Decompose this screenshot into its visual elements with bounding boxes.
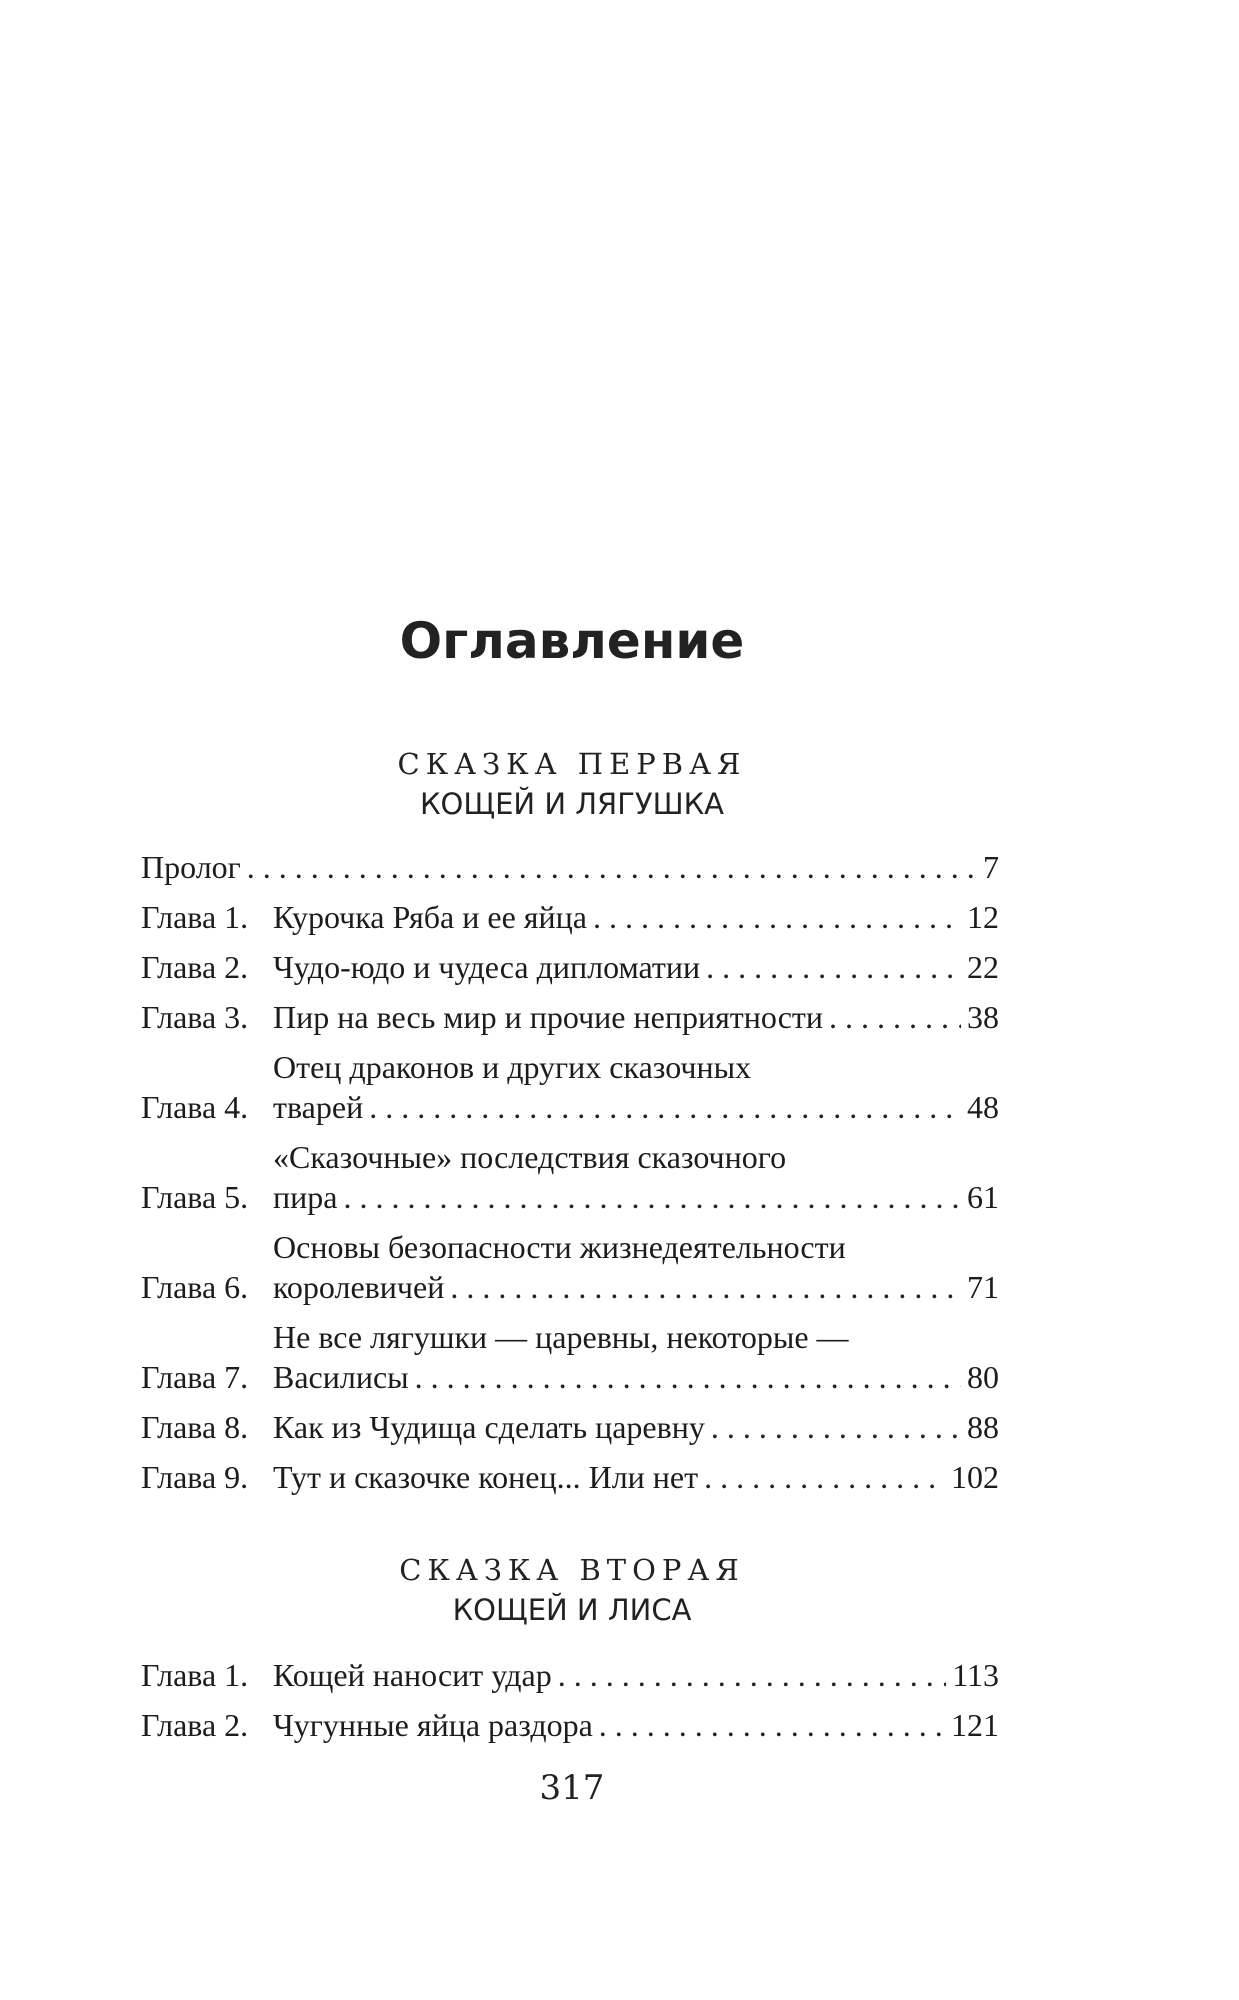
chapter-title-last-line [273, 1457, 999, 1497]
toc-entry[interactable] [141, 947, 999, 987]
chapter-title [273, 1655, 999, 1695]
toc-list-part-2 [141, 1655, 999, 1755]
toc-entry[interactable] [141, 1655, 999, 1695]
chapter-title-last-line [273, 1655, 999, 1695]
chapter-number: Глава 8. [141, 1409, 249, 1445]
chapter-title-line: Пролог [141, 849, 241, 885]
dot-leader [711, 1407, 961, 1447]
part-name: КОЩЕЙ И ЛЯГУШКА [419, 787, 725, 821]
chapter-title-line: Василисы [273, 1359, 409, 1395]
toc-page-number: 102 [951, 1459, 999, 1495]
toc-entry[interactable] [141, 1407, 999, 1447]
toc-page-number: 80 [967, 1359, 999, 1395]
chapter-title-line: Чудо-юдо и чудеса дипломатии [273, 949, 701, 985]
chapter-title-line: Пир на весь мир и прочие неприятности [273, 999, 824, 1035]
dot-leader [369, 1087, 961, 1127]
chapter-number: Глава 2. [141, 1707, 249, 1743]
toc-entry[interactable] [141, 997, 999, 1037]
chapter-number: Глава 9. [141, 1459, 249, 1495]
toc-list-part-1 [141, 847, 999, 1507]
toc-page-number: 12 [967, 899, 999, 935]
toc-page-number: 121 [951, 1707, 999, 1743]
chapter-title-line: Отец драконов и других сказочных [273, 1049, 752, 1085]
chapter-number: Глава 5. [141, 1179, 249, 1215]
chapter-title-last-line [273, 1357, 999, 1397]
chapter-number: Глава 6. [141, 1269, 249, 1305]
chapter-title-line: Основы безопасности жизнедеятельности [273, 1229, 846, 1265]
chapter-title-line: Чугунные яйца раздора [273, 1707, 593, 1743]
chapter-title-line: Кощей наносит удар [273, 1657, 552, 1693]
toc-entry[interactable] [141, 847, 999, 887]
dot-leader [415, 1357, 961, 1397]
chapter-title [273, 947, 999, 987]
chapter-title-last-line [273, 897, 999, 937]
chapter-number: Глава 3. [141, 999, 249, 1035]
chapter-title [273, 1407, 999, 1447]
chapter-title-last-line [273, 1177, 999, 1217]
part-name: КОЩЕЙ И ЛИСА [452, 1593, 692, 1627]
dot-leader [247, 847, 977, 887]
toc-entry[interactable] [141, 1457, 999, 1497]
chapter-title-last-line [141, 847, 999, 887]
toc-page-number: 113 [952, 1657, 999, 1693]
chapter-title [273, 1705, 999, 1745]
chapter-title-line: Тут и сказочке конец... Или нет [273, 1459, 699, 1495]
chapter-title-last-line [273, 997, 999, 1037]
part-kicker: СКАЗКА ПЕРВАЯ [397, 747, 747, 781]
chapter-title-last-line [273, 947, 999, 987]
chapter-number: Глава 4. [141, 1089, 249, 1125]
part-heading-1 [0, 744, 1144, 824]
chapter-number: Глава 1. [141, 899, 249, 935]
dot-leader [704, 1457, 945, 1497]
toc-entry[interactable] [141, 1317, 999, 1397]
chapter-number: Глава 2. [141, 949, 249, 985]
dot-leader [829, 997, 961, 1037]
toc-entry[interactable] [141, 897, 999, 937]
chapter-number: Глава 7. [141, 1359, 249, 1395]
chapter-title-line: тварей [273, 1089, 364, 1125]
chapter-title [141, 847, 999, 887]
dot-leader [593, 897, 961, 937]
chapter-title [273, 1457, 999, 1497]
chapter-title [273, 1047, 999, 1127]
chapter-number: Глава 1. [141, 1657, 249, 1693]
chapter-title-line: Курочка Ряба и ее яйца [273, 899, 587, 935]
chapter-title-line: Как из Чудища сделать царевну [273, 1409, 705, 1445]
chapter-title-last-line [273, 1267, 999, 1307]
part-heading-2 [0, 1550, 1144, 1630]
toc-page-number: 88 [967, 1409, 999, 1445]
toc-page-number: 7 [983, 849, 999, 885]
toc-page-number: 48 [967, 1089, 999, 1125]
dot-leader [706, 947, 961, 987]
chapter-title [273, 1317, 999, 1397]
chapter-title-line: Не все лягушки — царевны, некоторые — [273, 1319, 849, 1355]
toc-entry[interactable] [141, 1137, 999, 1217]
page-number: 317 [539, 1768, 605, 1808]
chapter-title [273, 997, 999, 1037]
toc-entry[interactable] [141, 1227, 999, 1307]
chapter-title-line: пира [273, 1179, 338, 1215]
chapter-title-line: королевичей [273, 1269, 445, 1305]
dot-leader [450, 1267, 961, 1307]
toc-page-number: 38 [967, 999, 999, 1035]
chapter-title [273, 897, 999, 937]
page-title: Оглавление [399, 612, 745, 670]
toc-entry[interactable] [141, 1705, 999, 1745]
chapter-title [273, 1227, 999, 1307]
chapter-title-last-line [273, 1705, 999, 1745]
dot-leader [343, 1177, 961, 1217]
chapter-title-last-line [273, 1087, 999, 1127]
chapter-title [273, 1137, 999, 1217]
dot-leader [558, 1655, 946, 1695]
dot-leader [599, 1705, 945, 1745]
toc-page-number: 22 [967, 949, 999, 985]
toc-page-number: 61 [967, 1179, 999, 1215]
toc-entry[interactable] [141, 1047, 999, 1127]
chapter-title-last-line [273, 1407, 999, 1447]
part-kicker: СКАЗКА ВТОРАЯ [399, 1553, 745, 1587]
chapter-title-line: «Сказочные» последствия сказочного [273, 1139, 787, 1175]
toc-page-number: 71 [967, 1269, 999, 1305]
